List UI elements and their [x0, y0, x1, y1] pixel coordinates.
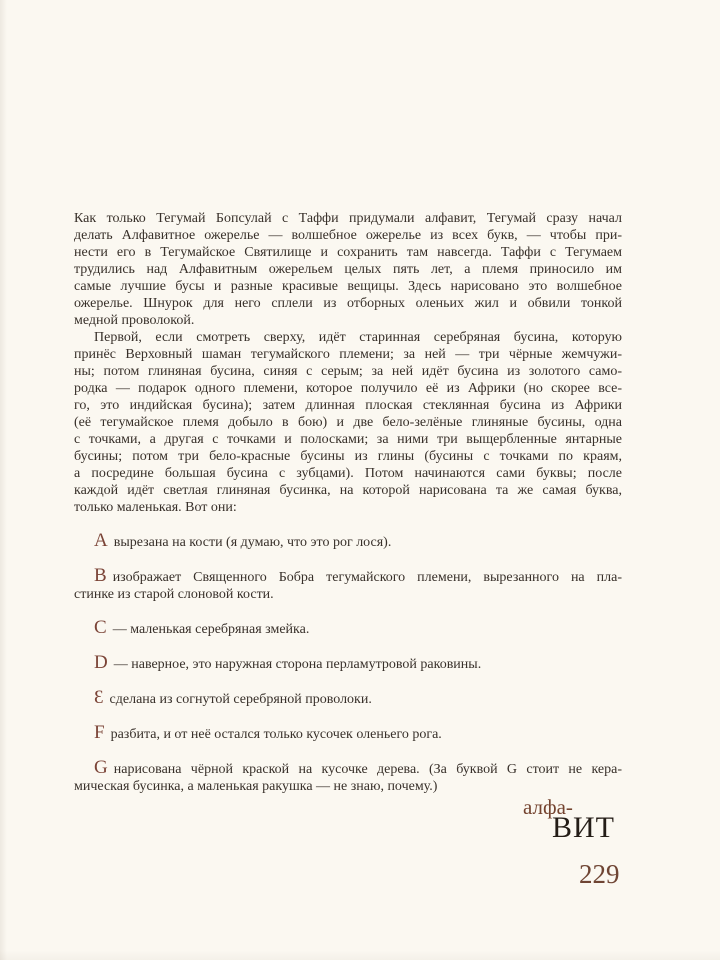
letter-glyph-a: A — [94, 530, 108, 551]
running-footer-title-bottom: ВИТ — [552, 811, 615, 844]
letter-item-a — [74, 532, 622, 551]
letter-text-c: — маленькая серебряная змейка. — [112, 622, 310, 637]
letter-text-b: изображает Священного Бобра тегумайского племени, вырезанного на пла- — [112, 570, 622, 585]
letter-text-f: разбита, и от неё остался только кусочек оленьего рога. — [110, 727, 442, 742]
letter-text-a: вырезана на кости (я думаю, что это рог лося). — [113, 535, 392, 550]
letter-item-e — [74, 689, 622, 708]
page-number: 229 — [579, 859, 620, 889]
paragraph-beads-description: Первой, если смотреть сверху, идёт старинная серебряная бусина, которую принёс Верховный шаман тегумайского племени; за ней — три чёрные жемчужи- ны; потом глиняная бусина, синяя с серым; за ней идёт бусина из золотого само- родка — подарок одного племени, которое получило её из Африки (но скорее все- го, это индийская бусина); затем длинная плоская стеклянная бусина из Африки (её тегумайское племя добыло в бою) и две бело-зелёные глиняные бусины, одна с точками, а другая с точками и полосками; за ними три выщербленные янтарные бусины; потом три бело-красные бусины из глины (бусины с точками по краям, а посредине большая бусина с зубцами). Потом начинаются сами буквы; после каждой идёт светлая глиняная бусинка, на которой нарисована та же самая буква, только маленькая. Вот они: — [74, 330, 622, 515]
letter-text-b-line2: стинке из старой слоновой кости. — [74, 587, 274, 602]
letter-text-d: — наверное, это наружная сторона перламутровой раковины. — [113, 657, 482, 672]
letter-glyph-e: Ɛ — [94, 687, 104, 708]
letter-item-c — [74, 619, 622, 638]
letter-text-g-line2: мическая бусинка, а маленькая ракушка — не знаю, почему.) — [74, 779, 438, 794]
letter-glyph-b: B — [94, 565, 107, 586]
letter-glyph-g: G — [94, 757, 108, 778]
letter-list — [74, 532, 622, 795]
letter-glyph-d: D — [94, 652, 108, 673]
text-block — [74, 210, 622, 795]
letter-item-d — [74, 654, 622, 673]
letter-glyph-c: C — [94, 617, 107, 638]
paragraph-necklace-intro: Как только Тегумай Бопсулай с Таффи придумали алфавит, Тегумай сразу начал делать Алфавитное ожерелье — волшебное ожерелье из всех букв, — чтобы при- нести его в Тегумайское Святилище и сохранить там навсегда. Таффи с Тегумаем трудились над Алфавитным ожерельем целых пять лет, а племя приносило им самые лучшие бусы и разные красивые вещицы. Здесь нарисовано это волшебное ожерелье. Шнурок для него сплели из отборных оленьих жил и обвили тонкой медной проволокой. — [74, 211, 622, 328]
letter-item-f — [74, 724, 622, 743]
letter-glyph-f: F — [94, 722, 105, 743]
letter-text-e: сделана из согнутой серебряной проволоки. — [109, 692, 372, 707]
letter-item-g — [74, 759, 622, 795]
letter-item-b — [74, 567, 622, 603]
letter-text-g: нарисована чёрной краской на кусочке дерева. (За буквой G стоит не кера- — [113, 762, 622, 777]
running-footer-title-top: алфа- — [523, 795, 573, 819]
